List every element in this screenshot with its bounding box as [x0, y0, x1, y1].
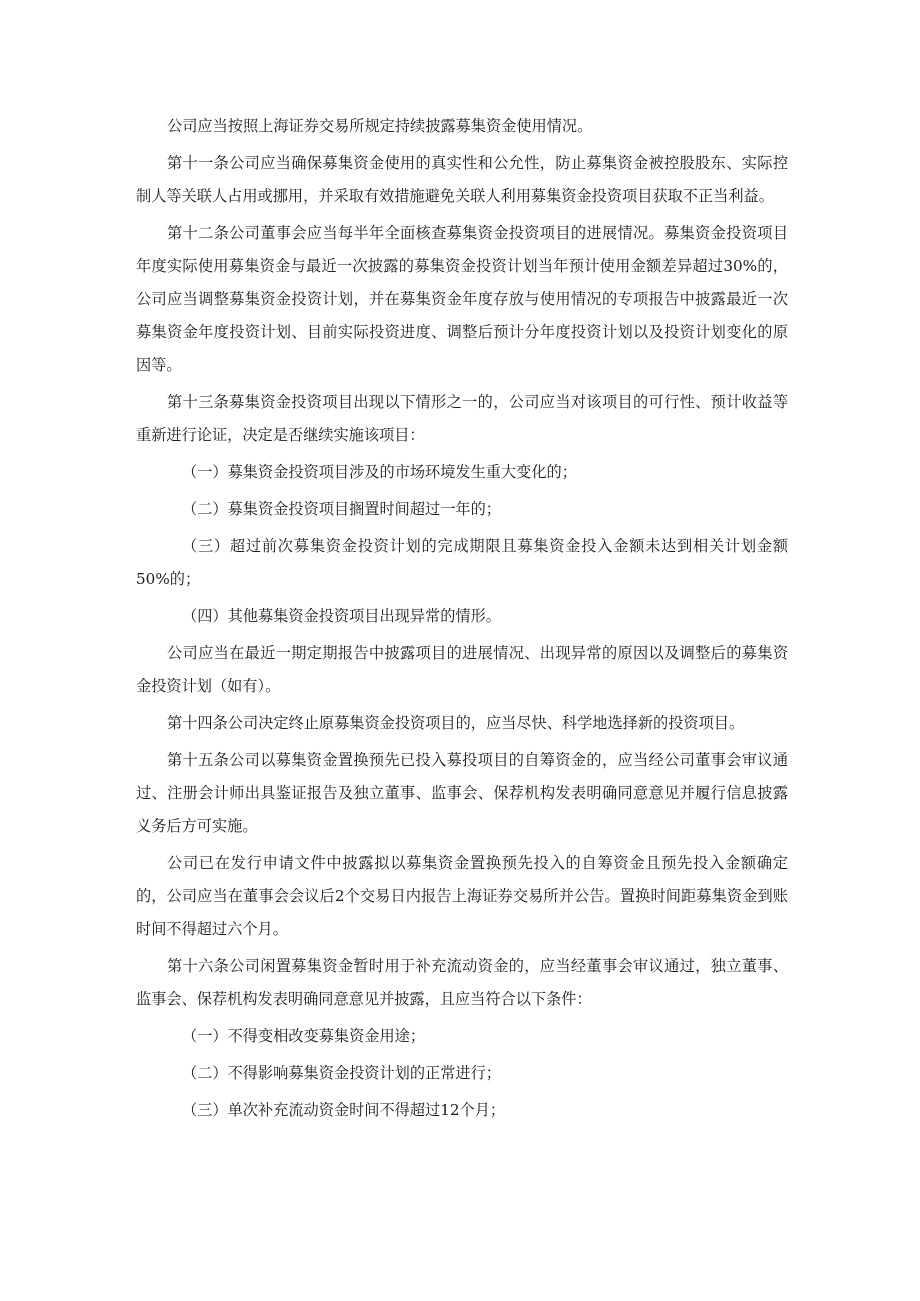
paragraph-periodic-report: 公司应当在最近一期定期报告中披露项目的进展情况、出现异常的原因以及调整后的募集资金投资计划（如有）。 [136, 644, 788, 695]
paragraph-disclosure-requirement: 公司应当按照上海证券交易所规定持续披露募集资金使用情况。 [167, 117, 593, 135]
paragraph-replacement-timing: 公司已在发行申请文件中披露拟以募集资金置换预先投入的自筹资金且预先投入金额确定的，公司应当在董事会会议后2个交易日内报告上海证券交易所并公告。置换时间距募集资金到账时间不得超过六个月。 [136, 854, 788, 938]
list-item-13-4: （四）其他募集资金投资项目出现异常的情形。 [182, 607, 501, 625]
paragraph-article-11: 第十一条公司应当确保募集资金使用的真实性和公允性，防止募集资金被控股股东、实际控制人等关联人占用或挪用，并采取有效措施避免关联人利用募集资金投资项目获取不正当利益。 [136, 154, 788, 205]
list-item-16-1: （一）不得变相改变募集资金用途； [182, 1027, 425, 1045]
list-item-16-3: （三）单次补充流动资金时间不得超过12个月； [182, 1101, 506, 1119]
paragraph-article-15: 第十五条公司以募集资金置换预先已投入募投项目的自筹资金的，应当经公司董事会审议通过、注册会计师出具鉴证报告及独立董事、监事会、保荐机构发表明确同意意见并履行信息披露义务后方可实施。 [136, 751, 788, 835]
paragraph-article-12: 第十二条公司董事会应当每半年全面核查募集资金投资项目的进展情况。募集资金投资项目年度实际使用募集资金与最近一次披露的募集资金投资计划当年预计使用金额差异超过30%的，公司应当调整募集资金投资计划，并在募集资金年度存放与使用情况的专项报告中披露最近一次募集资金年度投资计划、目前实际投资进度、调整后预计分年度投资计划以及投资计划变化的原因等。 [136, 224, 788, 374]
paragraph-article-16: 第十六条公司闲置募集资金暂时用于补充流动资金的，应当经董事会审议通过，独立董事、监事会、保荐机构发表明确同意意见并披露，且应当符合以下条件： [136, 957, 788, 1008]
document-page [136, 110, 788, 1131]
list-item-13-2: （二）募集资金投资项目搁置时间超过一年的； [182, 500, 501, 518]
list-item-13-3: （三）超过前次募集资金投资计划的完成期限且募集资金投入金额未达到相关计划金额50%的； [136, 537, 788, 588]
paragraph-article-14: 第十四条公司决定终止原募集资金投资项目的，应当尽快、科学地选择新的投资项目。 [167, 714, 745, 732]
list-item-13-1: （一）募集资金投资项目涉及的市场环境发生重大变化的； [182, 463, 577, 481]
paragraph-article-13: 第十三条募集资金投资项目出现以下情形之一的，公司应当对该项目的可行性、预计收益等重新进行论证，决定是否继续实施该项目： [136, 393, 788, 444]
list-item-16-2: （二）不得影响募集资金投资计划的正常进行； [182, 1064, 501, 1082]
